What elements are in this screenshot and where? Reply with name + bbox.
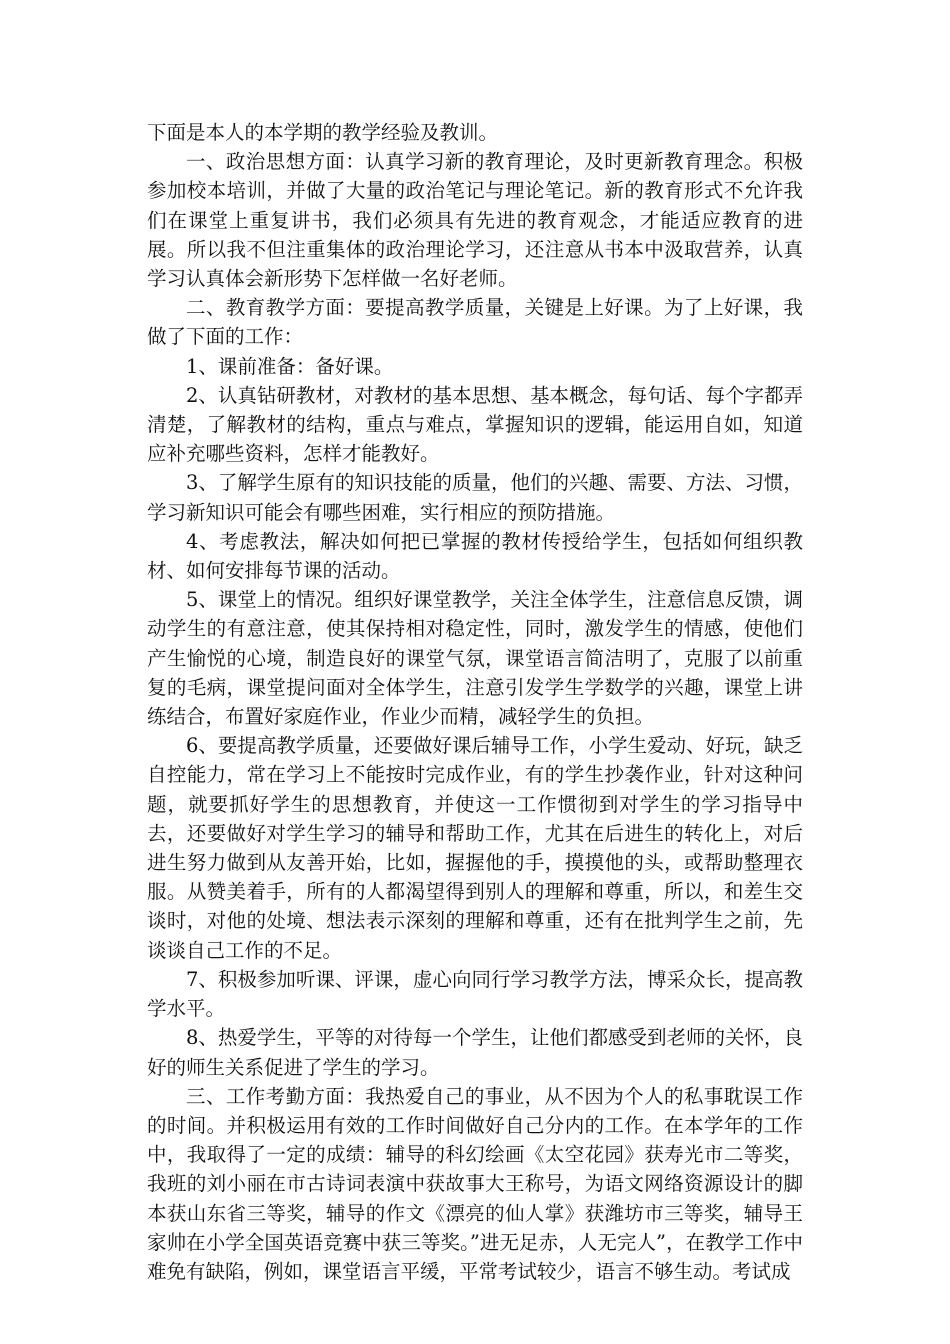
paragraph-item-4: 4、考虑教法，解决如何把已掌握的教材传授给学生，包括如何组织教材、如何安排每节课的活动。 [147, 529, 803, 583]
paragraph-item-1: 1、课前准备：备好课。 [186, 354, 394, 378]
paragraph-item-5: 5、课堂上的情况。组织好课堂教学，关注全体学生，注意信息反馈，调动学生的有意注意，使其保持相对稳定性，同时，激发学生的情感，使他们产生愉悦的心境，制造良好的课堂气氛，课堂语言简洁明了，克服了以前重复的毛病，课堂提问面对全体学生，注意引发学生学数学的兴趣，课堂上讲练结合，布置好家庭作业，作业少而精，减轻学生的负担。 [147, 588, 803, 729]
paragraph-teaching: 二、教育教学方面：要提高教学质量，关键是上好课。为了上好课，我做了下面的工作： [147, 296, 803, 349]
paragraph-item-3: 3、了解学生原有的知识技能的质量，他们的兴趣、需要、方法、习惯，学习新知识可能会有哪些困难，实行相应的预防措施。 [147, 471, 803, 524]
document-page [147, 118, 803, 1286]
paragraph-item-6: 6、要提高教学质量，还要做好课后辅导工作，小学生爱动、好玩，缺乏自控能力，常在学习上不能按时完成作业，有的学生抄袭作业，针对这种问题，就要抓好学生的思想教育，并使这一工作惯彻到对学生的学习指导中去，还要做好对学生学习的辅导和帮助工作，尤其在后进生的转化上，对后进生努力做到从友善开始，比如，握握他的手，摸摸他的头，或帮助整理衣服。从赞美着手，所有的人都渴望得到别人的理解和尊重，所以，和差生交谈时，对他的处境、想法表示深刻的理解和尊重，还有在批判学生之前，先谈谈自己工作的不足。 [147, 734, 803, 962]
paragraph-political-thought: 一、政治思想方面：认真学习新的教育理论，及时更新教育理念。积极参加校本培训，并做了大量的政治笔记与理论笔记。新的教育形式不允许我们在课堂上重复讲书，我们必须具有先进的教育观念，才能适应教育的进展。所以我不但注重集体的政治理论学习，还注意从书本中汲取营养，认真学习认真体会新形势下怎样做一名好老师。 [147, 150, 803, 291]
paragraph-intro: 下面是本人的本学期的教学经验及教训。 [147, 121, 499, 144]
paragraph-item-8: 8、热爱学生，平等的对待每一个学生，让他们都感受到老师的关怀，良好的师生关系促进了学生的学习。 [147, 1026, 803, 1079]
paragraph-item-7: 7、积极参加听课、评课，虚心向同行学习教学方法，博采众长，提高教学水平。 [147, 967, 803, 1021]
paragraph-attendance: 三、工作考勤方面：我热爱自己的事业，从不因为个人的私事耽误工作的时间。并积极运用有效的工作时间做好自己分内的工作。在本学年的工作中，我取得了一定的成绩：辅导的科幻绘画《太空花园》获寿光市二等奖，我班的刘小丽在市古诗词表演中获故事大王称号，为语文网络资源设计的脚本获山东省三等奖，辅导的作文《漂亮的仙人掌》获潍坊市三等奖，辅导王家帅在小学全国英语竞赛中获三等奖。”进无足赤，人无完人”，在教学工作中难免有缺陷，例如，课堂语言平缓，平常考试较少，语言不够生动。考试成 [147, 1084, 803, 1283]
paragraph-item-2: 2、认真钻研教材，对教材的基本思想、基本概念，每句话、每个字都弄清楚，了解教材的结构，重点与难点，掌握知识的逻辑，能运用自如，知道应补充哪些资料，怎样才能教好。 [147, 383, 803, 466]
